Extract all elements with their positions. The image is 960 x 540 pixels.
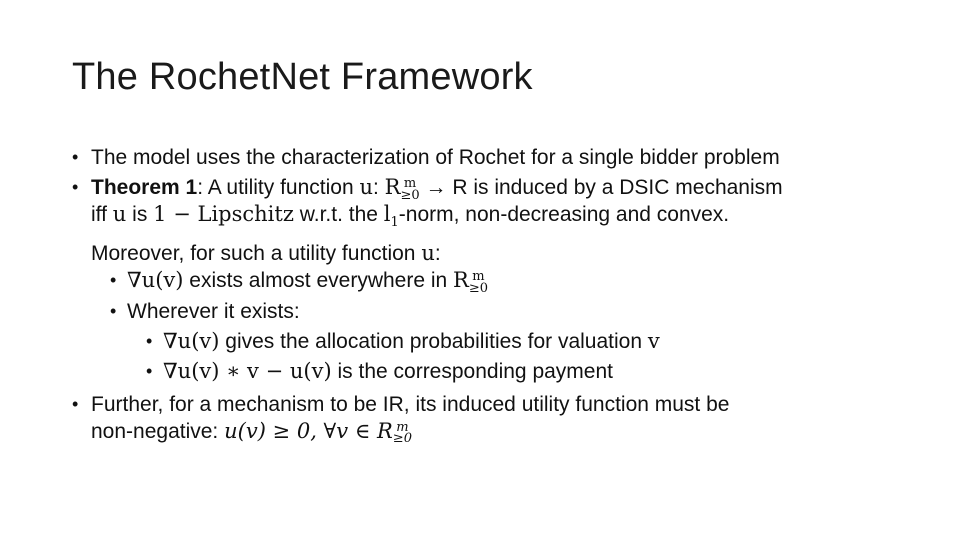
bullet-icon: • bbox=[146, 330, 153, 351]
math-superscript-subscript bbox=[392, 419, 412, 447]
math-superscript-subscript bbox=[400, 175, 420, 203]
subsubbullet-payment bbox=[72, 358, 912, 385]
subbullet-wherever bbox=[72, 298, 912, 325]
math-ir-expression: u(v) ≥ 0, ∀v ∈ bbox=[224, 418, 377, 443]
math-minus: − bbox=[166, 202, 198, 227]
math-u: u bbox=[112, 202, 127, 227]
theorem-rest: -norm, non-decreasing and convex. bbox=[398, 203, 730, 227]
math-sub-ge0: ≥0 bbox=[392, 431, 412, 447]
math-gradient: ∇u(v) bbox=[127, 268, 184, 293]
subsubbullet-text: gives the allocation probabilities for valuation bbox=[219, 329, 648, 353]
subsubbullet-text: is the corresponding payment bbox=[331, 359, 613, 383]
subbullet-text: exists almost everywhere in bbox=[183, 269, 454, 293]
math-R: R bbox=[384, 175, 401, 199]
bullet-ir-text2: non-negative: bbox=[91, 419, 225, 443]
bullet-model bbox=[72, 144, 912, 171]
math-lipschitz: Lipschitz bbox=[197, 202, 294, 227]
math-sub-1: 1 bbox=[390, 215, 399, 231]
theorem-wrt: w.r.t. the bbox=[293, 203, 384, 227]
theorem-is: is bbox=[126, 203, 154, 227]
math-superscript-subscript bbox=[469, 271, 488, 294]
math-sup-m: m bbox=[403, 175, 417, 191]
subbullet-text: Wherever it exists: bbox=[127, 299, 300, 323]
math-v: v bbox=[647, 328, 660, 353]
bullet-theorem bbox=[72, 174, 912, 236]
bullet-icon: • bbox=[146, 360, 153, 381]
math-sub-ge0: ≥0 bbox=[468, 280, 489, 296]
math-R: R bbox=[376, 418, 393, 443]
moreover-colon: : bbox=[434, 242, 441, 266]
math-u: u bbox=[359, 175, 373, 199]
theorem-text: : A utility function bbox=[197, 176, 360, 199]
bullet-icon: • bbox=[72, 147, 79, 167]
subsubbullet-allocation bbox=[72, 328, 912, 355]
math-one: 1 bbox=[153, 202, 167, 227]
theorem-arrow-text: → R is induced by a DSIC mechanism bbox=[419, 176, 783, 199]
math-sup-m: m bbox=[396, 419, 409, 435]
math-gradient: ∇u(v) bbox=[163, 328, 220, 353]
slide-title: The RochetNet Framework bbox=[72, 56, 533, 98]
slide-content bbox=[72, 144, 912, 445]
math-R: R bbox=[453, 268, 469, 293]
bullet-ir bbox=[72, 391, 912, 445]
math-l: l bbox=[383, 202, 391, 227]
bullet-ir-text: Further, for a mechanism to be IR, its induced utility function must be bbox=[91, 392, 730, 416]
bullet-icon: • bbox=[72, 393, 79, 414]
math-u: u bbox=[421, 241, 435, 266]
math-payment-expression: ∇u(v) ∗ v − u(v) bbox=[163, 358, 332, 383]
theorem-label: Theorem 1 bbox=[91, 176, 198, 199]
moreover-text: Moreover, for such a utility function bbox=[91, 242, 422, 266]
bullet-icon: • bbox=[110, 300, 117, 321]
bullet-icon: • bbox=[72, 177, 79, 197]
math-sub-ge0: ≥0 bbox=[400, 187, 420, 203]
theorem-iff: iff bbox=[91, 203, 113, 227]
moreover-line bbox=[72, 240, 912, 267]
math-sup-m: m bbox=[472, 269, 485, 285]
subbullet-gradient-exists bbox=[72, 267, 912, 294]
theorem-colon: : bbox=[373, 176, 385, 199]
bullet-model-text: The model uses the characterization of Rochet for a single bidder problem bbox=[91, 146, 780, 169]
bullet-icon: • bbox=[110, 270, 117, 291]
